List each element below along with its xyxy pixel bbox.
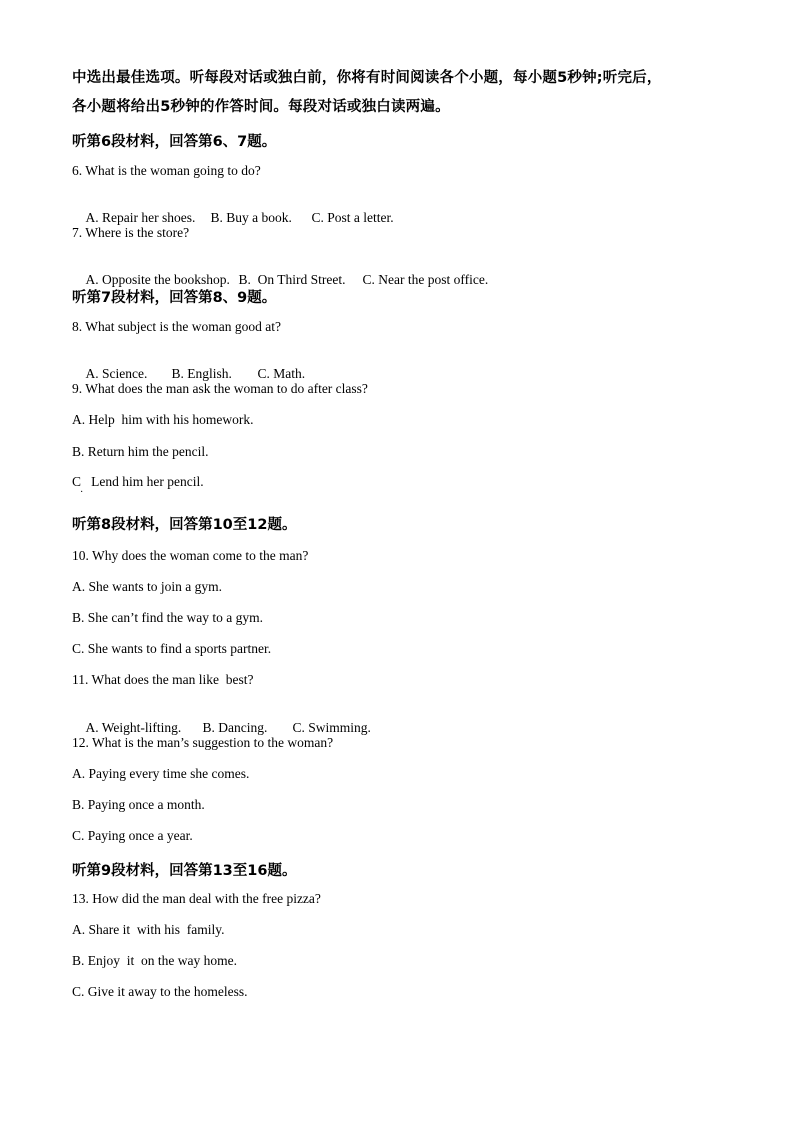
question-10-option-c: C. She wants to find a sports partner.	[72, 641, 272, 656]
question-13-option-a: A. Share it with his family.	[72, 922, 225, 937]
section-7-heading: 听第7段材料，回答第8、9题。	[72, 290, 277, 306]
option-c: C. Post a letter.	[311, 210, 394, 225]
question-8: 8. What subject is the woman good at?	[72, 319, 281, 334]
question-10-option-b: B. She can’t find the way to a gym.	[72, 610, 263, 625]
question-12-option-b: B. Paying once a month.	[72, 797, 205, 812]
question-7: 7. Where is the store?	[72, 225, 190, 240]
option-a: A. Science.	[85, 366, 148, 381]
question-10: 10. Why does the woman come to the man?	[72, 548, 309, 563]
option-b: B. On Third Street.	[238, 272, 346, 287]
question-9-option-b: B. Return him the pencil.	[72, 444, 209, 459]
question-9-option-c: C Lend him her pencil.	[72, 474, 204, 489]
question-6: 6. What is the woman going to do?	[72, 163, 261, 178]
question-12-option-c: C. Paying once a year.	[72, 828, 193, 843]
option-b: B. Dancing.	[202, 720, 268, 735]
option-b: B. Buy a book.	[210, 210, 292, 225]
option-a: A. Repair her shoes.	[85, 210, 196, 225]
question-9-option-a: A. Help him with his homework.	[72, 412, 254, 427]
question-13: 13. How did the man deal with the free pizza?	[72, 891, 321, 906]
question-13-option-c: C. Give it away to the homeless.	[72, 984, 248, 999]
intro-paragraph	[72, 64, 732, 122]
question-12-option-a: A. Paying every time she comes.	[72, 766, 250, 781]
option-a: A. Opposite the bookshop.	[85, 272, 230, 287]
section-8-heading: 听第8段材料，回答第10至12题。	[72, 517, 297, 533]
question-9: 9. What does the man ask the woman to do after class?	[72, 381, 368, 396]
stray-mark: ·	[80, 487, 84, 498]
question-11: 11. What does the man like best?	[72, 672, 254, 687]
section-6-heading: 听第6段材料，回答第6、7题。	[72, 134, 277, 150]
section-9-heading: 听第9段材料，回答第13至16题。	[72, 863, 297, 879]
option-c: C. Swimming.	[292, 720, 371, 735]
intro-line-2: 各小题将给出5秒钟的作答时间。每段对话或独白读两遍。	[72, 99, 450, 115]
option-c: C. Near the post office.	[362, 272, 489, 287]
question-13-option-b: B. Enjoy it on the way home.	[72, 953, 237, 968]
option-b: B. English.	[171, 366, 232, 381]
intro-line-1: 中选出最佳选项。听每段对话或独白前，你将有时间阅读各个小题，每小题5秒钟;听完后，	[72, 70, 662, 86]
question-12: 12. What is the man’s suggestion to the woman?	[72, 735, 334, 750]
question-10-option-a: A. She wants to join a gym.	[72, 579, 222, 594]
option-c: C. Math.	[257, 366, 306, 381]
option-a: A. Weight-lifting.	[85, 720, 182, 735]
